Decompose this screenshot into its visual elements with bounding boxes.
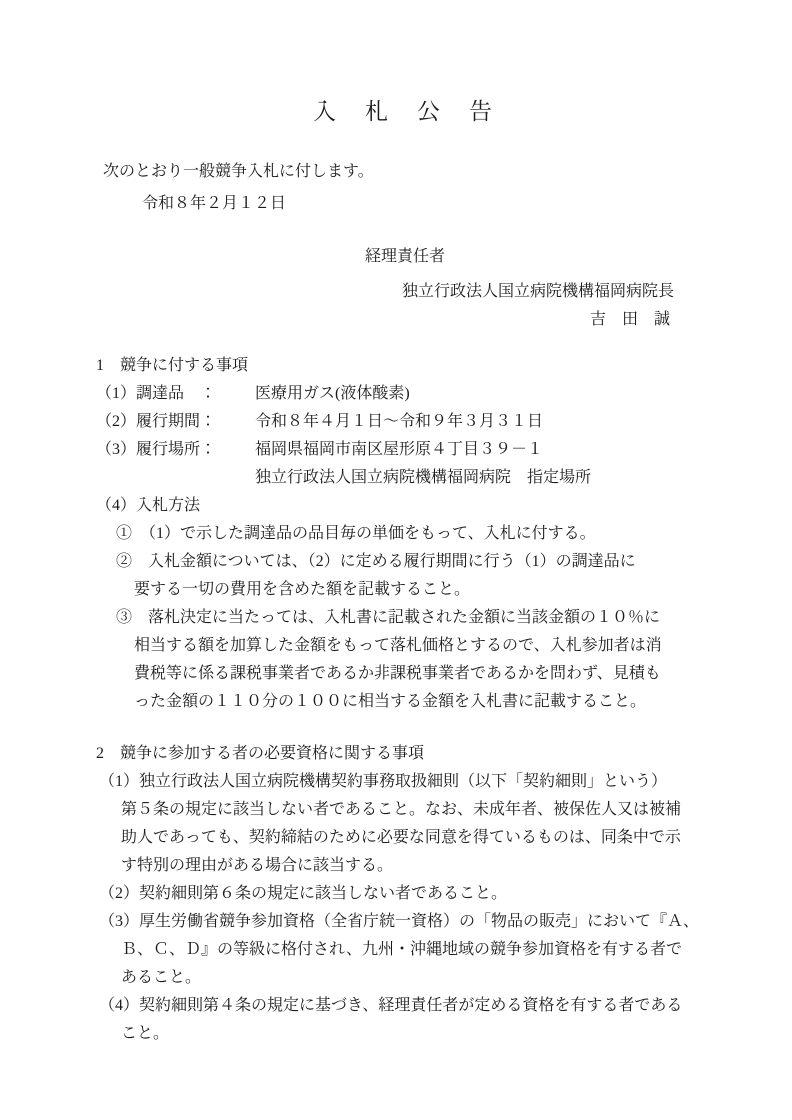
text-line: ③ 落札決定に当たっては、入札書に記載された金額に当該金額の１０％に	[116, 609, 661, 626]
intro-statement: 次のとおり一般競争入札に付します。	[103, 163, 374, 180]
text-line: 助人であっても、契約締結のために必要な同意を得ているものは、同条中で示	[121, 829, 681, 846]
text-line: 費税等に係る課税事業者であるか非課税事業者であるかを問わず、見積も	[134, 665, 661, 682]
text-line: 第５条の規定に該当しない者であること。なお、未成年者、被保佐人又は被補	[121, 801, 682, 818]
qualification-item-4	[96, 992, 712, 1048]
row-label: （2）履行期間：	[96, 413, 217, 430]
announcement-date: 令和８年２月１２日	[142, 195, 287, 212]
qualification-item-1	[96, 768, 712, 880]
text-line: 相当する額を加算した金額をもって落札価格とするので、入札参加者は消	[134, 637, 662, 654]
text-line: （2）契約細則第６条の規定に該当しない者であること。	[99, 885, 508, 902]
bid-method-item-1	[96, 520, 712, 548]
text-line: （3）厚生労働省競争参加資格（全省庁統一資格）の「物品の販売」において『Ａ、	[99, 913, 700, 930]
text-line: Ｂ、Ｃ、Ｄ』の等級に格付され、九州・沖縄地域の競争参加資格を有する者で	[121, 941, 682, 958]
text-line: （4）契約細則第４条の規定に基づき、経理責任者が定める資格を有する者である	[99, 997, 683, 1014]
issuer-role: 経理責任者	[365, 248, 446, 265]
row-label: （1）調達品 ：	[96, 385, 217, 402]
text-line: こと。	[121, 1025, 170, 1042]
text-line: あること。	[121, 969, 202, 986]
performance-place-row-continuation: 独立行政法人国立病院機構福岡病院 指定場所	[255, 469, 592, 486]
section2-heading: 2 競争に参加する者の必要資格に関する事項	[96, 745, 425, 762]
text-line: った金額の１１０分の１００に相当する金額を入札書に記載すること。	[134, 693, 647, 710]
bid-method-label: （4）入札方法	[96, 497, 201, 514]
issuer-organization: 独立行政法人国立病院機構福岡病院長	[402, 283, 675, 300]
row-value: 福岡県福岡市南区屋形原４丁目３９－１	[255, 441, 544, 458]
row-value: 医療用ガス(液体酸素)	[255, 385, 410, 402]
bid-method-item-3	[96, 604, 712, 716]
row-label: （3）履行場所：	[96, 441, 217, 458]
text-line: 要する一切の費用を含めた額を記載すること。	[134, 581, 471, 598]
qualification-item-3	[96, 908, 712, 992]
row-value: 令和８年４月１日～令和９年３月３１日	[255, 413, 544, 430]
text-line: す特別の理由がある場合に該当する。	[121, 857, 394, 874]
issuer-name: 吉 田 誠	[590, 311, 671, 328]
performance-period-row	[96, 408, 712, 436]
text-line: ① （1）で示した調達品の品目毎の単価をもって、入札に付する。	[116, 525, 596, 542]
section1-heading: 1 競争に付する事項	[96, 357, 249, 374]
bid-method-item-2	[96, 548, 712, 604]
text-line: ② 入札金額については、（2）に定める履行期間に行う（1）の調達品に	[116, 553, 636, 570]
page-title: 入 札 公 告	[313, 99, 495, 124]
performance-place-row	[96, 436, 712, 464]
qualification-item-2	[96, 880, 712, 908]
text-line: （1）独立行政法人国立病院機構契約事務取扱細則（以下「契約細則」という）	[99, 773, 668, 790]
procurement-item-row	[96, 380, 712, 408]
